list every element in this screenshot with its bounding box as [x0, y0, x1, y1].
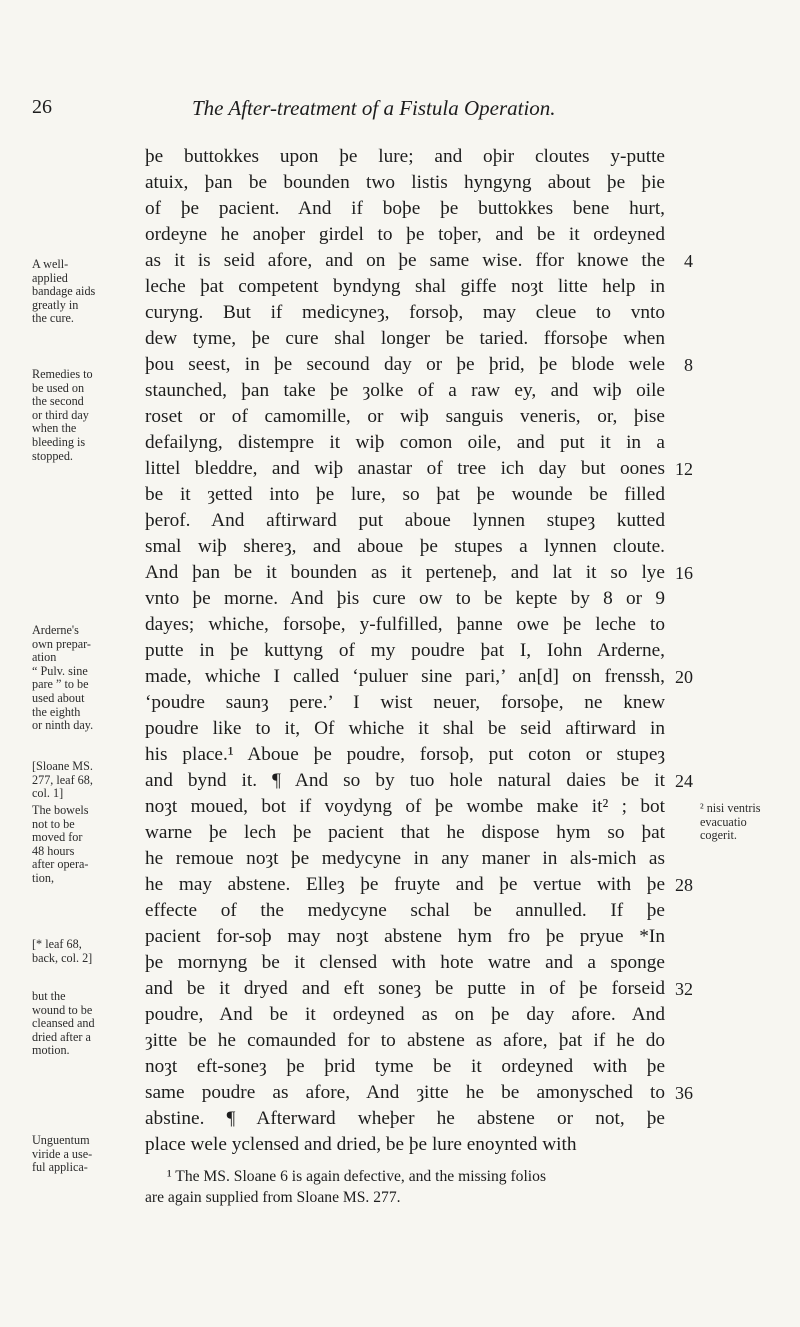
- side-note-line: Unguentum: [32, 1133, 90, 1147]
- side-note-line: tion,: [32, 870, 55, 885]
- text-line: pacient for-soþ may noȝt abstene hym fro þe pryue *In: [145, 926, 665, 947]
- side-note-line: dried after a: [32, 1029, 91, 1044]
- side-note-line: Arderne's: [32, 623, 79, 637]
- text-line: same poudre as afore, And ȝitte he be amonysched to: [145, 1082, 665, 1103]
- text-line: ‘poudre saunȝ pere.’ I wist neuer, forsoþe, ne knew: [145, 692, 665, 713]
- side-note-line: when the: [32, 421, 77, 436]
- page-number: 26: [32, 96, 52, 118]
- side-note-line: col. 1]: [32, 786, 64, 801]
- side-note-line: wound to be: [32, 1002, 93, 1017]
- side-note-line: be used on: [32, 380, 85, 395]
- text-line: abstine. ¶ Afterward wheþer he abstene or not, þe: [145, 1108, 665, 1129]
- text-line: roset or of camomille, or wiþ sanguis veneris, or, þise: [145, 406, 665, 427]
- text-line: smal wiþ shereȝ, and aboue þe stupes a lynnen cloute.: [145, 536, 665, 557]
- side-note-line: or third day: [32, 407, 89, 422]
- side-note-line: not to be: [32, 816, 75, 831]
- text-line: staunched, þan take þe ȝolke of a raw ey, and wiþ oile: [145, 380, 665, 401]
- footnote: [145, 1166, 670, 1208]
- side-note-line: motion.: [32, 1043, 70, 1058]
- text-line: be it ȝetted into þe lure, so þat þe wounde be filled: [145, 484, 665, 505]
- text-line: dew tyme, þe cure shal longer be taried. fforsoþe when: [145, 328, 665, 349]
- side-note-sloane: [32, 760, 140, 801]
- side-note-line: “ Pulv. sine: [32, 663, 88, 678]
- side-note-line: [* leaf 68,: [32, 937, 82, 951]
- text-line: littel bleddre, and wiþ anastar of tree ich day but oones: [145, 458, 665, 479]
- side-note-line: viride a use-: [32, 1146, 93, 1161]
- side-note-line: after opera-: [32, 857, 89, 872]
- side-note-line: pare ” to be: [32, 677, 89, 692]
- side-note-remedies: [32, 368, 140, 463]
- text-line: þou seest, in þe secound day or þe þrid, þe blode wele: [145, 354, 665, 375]
- side-note-line: bandage aids: [32, 284, 96, 299]
- side-note-line: or ninth day.: [32, 718, 94, 733]
- side-note-line: 277, leaf 68,: [32, 772, 93, 787]
- footnote-line: are again supplied from Sloane MS. 277.: [145, 1189, 401, 1206]
- side-note-line: but the: [32, 989, 66, 1003]
- text-line: made, whiche I called ‘puluer sine pari,’ an[d] on frenssh,: [145, 666, 665, 687]
- text-line: ȝitte be he comaunded for to abstene as afore, þat if he do: [145, 1030, 665, 1051]
- side-note-line: greatly in: [32, 297, 79, 312]
- text-line: þe buttokkes upon þe lure; and oþir cloutes y-putte: [145, 146, 665, 167]
- side-note-latin-gloss: [700, 802, 800, 843]
- side-note-unguentum: [32, 1134, 140, 1175]
- text-line: he remoue noȝt þe medycyne in any maner in als-mich as: [145, 848, 665, 869]
- line-number: 16: [675, 563, 693, 583]
- text-line: effecte of the medycyne schal be annulled. If þe: [145, 900, 665, 921]
- text-line: and bynd it. ¶ And so by tuo hole natural daies be it: [145, 770, 665, 791]
- side-note-line: stopped.: [32, 448, 73, 463]
- text-line: þerof. And aftirward put aboue lynnen stupeȝ kutted: [145, 510, 665, 531]
- text-line: þe mornyng be it clensed with hote watre and a sponge: [145, 952, 665, 973]
- text-line: putte in þe kuttyng of my poudre þat I, Iohn Arderne,: [145, 640, 665, 661]
- text-line: leche þat competent byndyng shal giffe noȝt litte help in: [145, 276, 665, 297]
- text-line: vnto þe morne. And þis cure ow to be kepte by 8 or 9: [145, 588, 665, 609]
- side-note-line: 48 hours: [32, 843, 75, 858]
- text-line: as it is seid afore, and on þe same wise. ffor knowe the: [145, 250, 665, 271]
- side-note-line: cleansed and: [32, 1016, 95, 1031]
- side-note-line: bleeding is: [32, 434, 86, 449]
- text-line: poudre, And be it ordeyned as on þe day afore. And: [145, 1004, 665, 1025]
- line-number: 4: [684, 251, 693, 271]
- line-number: 24: [675, 771, 693, 791]
- text-line: defailyng, distempre it wiþ comon oile, and put it in a: [145, 432, 665, 453]
- text-line: his place.¹ Aboue þe poudre, forsoþ, put coton or stupeȝ: [145, 744, 665, 765]
- text-line: warne þe lech þe pacient that he dispose hym so þat: [145, 822, 665, 843]
- side-note-line: evacuatio: [700, 814, 747, 829]
- line-number: 32: [675, 979, 693, 999]
- side-note-wound: [32, 990, 140, 1058]
- side-note-bandage: [32, 258, 140, 326]
- text-line: atuix, þan be bounden two listis hyngyng about þe þie: [145, 172, 665, 193]
- text-line: ordeyne he anoþer girdel to þe toþer, and be it ordeyned: [145, 224, 665, 245]
- text-line: noȝt moued, bot if voydyng of þe wombe make it² ; bot: [145, 796, 665, 817]
- text-line: he may abstene. Elleȝ þe fruyte and þe vertue with þe: [145, 874, 665, 895]
- side-note-line: Remedies to: [32, 367, 93, 381]
- side-note-line: [Sloane MS.: [32, 759, 93, 773]
- side-note-line: the second: [32, 394, 84, 409]
- side-note-line: the eighth: [32, 704, 81, 719]
- side-note-line: cogerit.: [700, 828, 737, 843]
- side-note-line: ful applica-: [32, 1160, 88, 1175]
- line-number: 20: [675, 667, 693, 687]
- side-note-line: the cure.: [32, 311, 74, 326]
- text-line: And þan be it bounden as it perteneþ, and lat it so lye: [145, 562, 665, 583]
- text-line: dayes; whiche, forsoþe, y-fulfilled, þanne owe þe leche to: [145, 614, 665, 635]
- text-line: curyng. But if medicyneȝ, forsoþ, may cleue to vnto: [145, 302, 665, 323]
- text-line: and be it dryed and eft soneȝ be putte in of þe forseid: [145, 978, 665, 999]
- side-note-line: ² nisi ventris: [700, 801, 761, 815]
- page-header: [32, 96, 732, 126]
- text-line: of þe pacient. And if boþe þe buttokkes bene hurt,: [145, 198, 665, 219]
- side-note-line: applied: [32, 270, 68, 285]
- side-note-line: own prepar-: [32, 636, 91, 651]
- side-note-leaf-back: [32, 938, 140, 965]
- side-note-line: moved for: [32, 830, 83, 845]
- text-line: place wele yclensed and dried, be þe lure enoynted with: [145, 1134, 577, 1155]
- text-line: noȝt eft-soneȝ þe þrid tyme be it ordeyned with þe: [145, 1056, 665, 1077]
- side-note-line: back, col. 2]: [32, 950, 93, 965]
- running-head: The After-treatment of a Fistula Operation.: [192, 96, 556, 120]
- side-note-line: ation: [32, 650, 57, 665]
- line-number: 12: [675, 459, 693, 479]
- footnote-line: ¹ The MS. Sloane 6 is again defective, and the missing folios: [167, 1168, 547, 1185]
- side-note-line: used about: [32, 690, 85, 705]
- line-number: 28: [675, 875, 693, 895]
- text-line: poudre like to it, Of whiche it shal be seid aftirward in: [145, 718, 665, 739]
- line-number: 36: [675, 1083, 693, 1103]
- side-note-line: A well-: [32, 257, 69, 271]
- line-number: 8: [684, 355, 693, 375]
- side-note-line: The bowels: [32, 803, 89, 817]
- side-note-arderne: [32, 624, 140, 733]
- side-note-bowels: [32, 804, 140, 886]
